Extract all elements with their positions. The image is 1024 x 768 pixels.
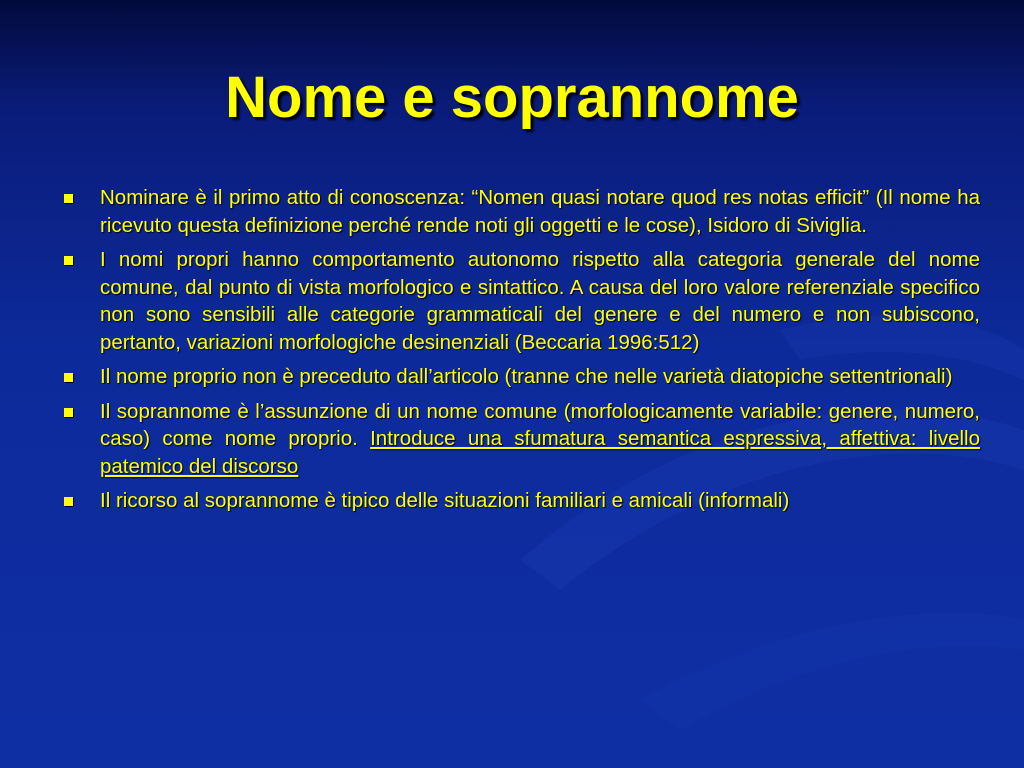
bullet-underlined-text: Introduce una sfumatura semantica espressiva, affettiva: livello patemico del discorso — [100, 427, 981, 478]
slide-title: Nome e soprannome — [225, 65, 799, 130]
square-bullet-icon — [64, 194, 73, 203]
square-bullet-icon — [64, 408, 73, 417]
square-bullet-icon — [64, 256, 73, 265]
bullet-text: Il ricorso al soprannome è tipico delle situazioni familiari e amicali (informali) — [100, 489, 790, 512]
square-bullet-icon — [64, 373, 73, 382]
bullet-item — [62, 363, 980, 391]
bullet-item — [62, 487, 980, 515]
bullet-text: Il nome proprio non è preceduto dall’articolo (tranne che nelle varietà diatopiche settentrionali) — [100, 365, 953, 388]
bullet-item — [62, 398, 980, 481]
square-bullet-icon — [64, 497, 73, 506]
bullet-item — [62, 246, 980, 356]
bullet-text: Il soprannome è l’assunzione di un nome comune (morfologicamente variabile: genere, numero, caso) come nome proprio. — [100, 399, 980, 450]
bullet-list — [62, 184, 980, 522]
bullet-text: I nomi propri hanno comportamento autonomo rispetto alla categoria generale del nome comune, dal punto di vista morfologico e sintattico. A causa del loro valore referenziale specifico non sono sensibili alle categorie grammaticali del genere e del numero e non subiscono, pertanto, variazioni morfologiche desinenziali (Beccaria 1996:512) — [100, 248, 980, 354]
bullet-text: Nominare è il primo atto di conoscenza: “Nomen quasi notare quod res notas efficit” (Il nome ha ricevuto questa definizione perché rende noti gli oggetti e le cose), Isidoro di Siviglia. — [100, 186, 980, 237]
bullet-item — [62, 184, 980, 239]
